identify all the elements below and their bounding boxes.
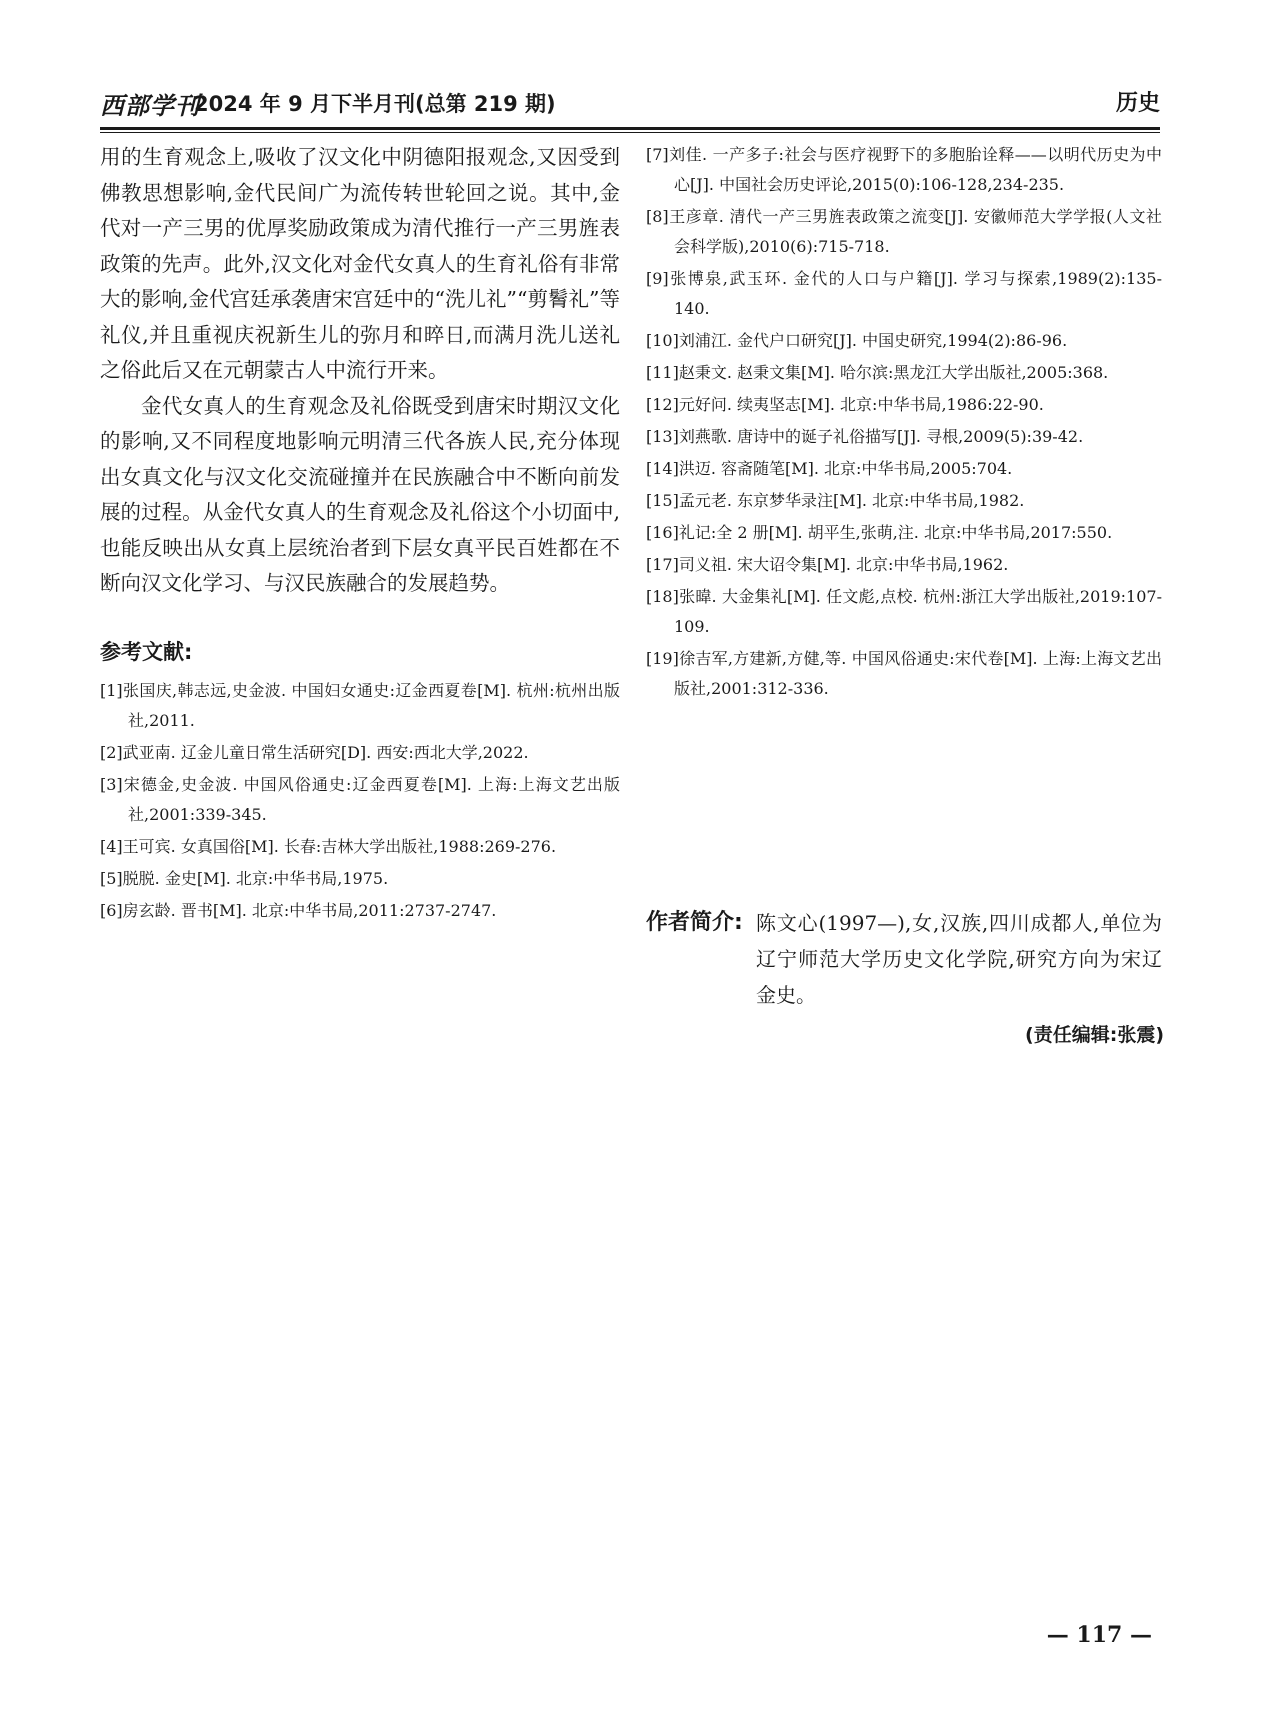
reference-item: [12]元好问. 续夷坚志[M]. 北京:中华书局,1986:22-90. — [646, 395, 1044, 414]
body-paragraph-1: 用的生育观念上,吸收了汉文化中阴德阳报观念,又因受到佛教思想影响,金代民间广为流传转世轮回之说。其中,金代对一产三男的优厚奖励政策成为清代推行一产三男旌表政策的先声。此外,汉文化对金代女真人的生育礼俗有非常大的影响,金代宫廷承袭唐宋宫廷中的“洗儿礼”“剪鬌礼”等礼仪,并且重视庆祝新生儿的弥月和晬日,而满月洗儿送礼之俗此后又在元朝蒙古人中流行开来。 — [100, 145, 620, 382]
header-rule — [100, 127, 1160, 130]
reference-item: [5]脱脱. 金史[M]. 北京:中华书局,1975. — [100, 868, 389, 888]
responsible-editor: (责任编辑:张震) — [1025, 1024, 1164, 1046]
header-rule-thin — [100, 132, 1160, 133]
reference-item: [16]礼记:全 2 册[M]. 胡平生,张萌,注. 北京:中华书局,2017:550. — [646, 523, 1113, 542]
reference-item: [10]刘浦江. 金代户口研究[J]. 中国史研究,1994(2):86-96. — [646, 331, 1068, 350]
author-bio-label: 作者简介: — [646, 910, 743, 935]
references-heading: 参考文献: — [100, 639, 193, 664]
reference-item: [15]孟元老. 东京梦华录注[M]. 北京:中华书局,1982. — [646, 491, 1025, 510]
reference-item: [18]张暐. 大金集礼[M]. 任文彪,点校. 杭州:浙江大学出版社,2019:107-109. — [646, 587, 1162, 636]
reference-item: [14]洪迈. 容斋随笔[M]. 北京:中华书局,2005:704. — [646, 459, 1013, 478]
running-header — [100, 84, 1160, 124]
reference-item: [11]赵秉文. 赵秉文集[M]. 哈尔滨:黑龙江大学出版社,2005:368. — [646, 363, 1109, 382]
left-column — [100, 140, 620, 926]
reference-item: [3]宋德金,史金波. 中国风俗通史:辽金西夏卷[M]. 上海:上海文艺出版社,2001:339-345. — [100, 774, 620, 824]
reference-item: [17]司义祖. 宋大诏令集[M]. 北京:中华书局,1962. — [646, 555, 1009, 574]
page-number: — 117 — — [1046, 1622, 1152, 1648]
reference-item: [1]张国庆,韩志远,史金波. 中国妇女通史:辽金西夏卷[M]. 杭州:杭州出版社,2011. — [100, 680, 620, 730]
issue-info: 2024 年 9 月下半月刊(总第 219 期) — [194, 92, 556, 116]
reference-item: [9]张博泉,武玉环. 金代的人口与户籍[J]. 学习与探索,1989(2):135-140. — [646, 269, 1162, 318]
reference-item: [6]房玄龄. 晋书[M]. 北京:中华书局,2011:2737-2747. — [100, 900, 497, 920]
reference-item: [4]王可宾. 女真国俗[M]. 长春:吉林大学出版社,1988:269-276. — [100, 836, 557, 856]
section-label: 历史 — [1115, 91, 1160, 116]
reference-item: [19]徐吉军,方建新,方健,等. 中国风俗通史:宋代卷[M]. 上海:上海文艺出版社,2001:312-336. — [646, 649, 1162, 698]
body-paragraph-2: 金代女真人的生育观念及礼俗既受到唐宋时期汉文化的影响,又不同程度地影响元明清三代各族人民,充分体现出女真文化与汉文化交流碰撞并在民族融合中不断向前发展的过程。从金代女真人的生育观念及礼俗这个小切面中,也能反映出从女真上层统治者到下层女真平民百姓都在不断向汉文化学习、与汉民族融合的发展趋势。 — [100, 393, 620, 595]
author-bio-text: 陈文心(1997—),女,汉族,四川成都人,单位为辽宁师范大学历史文化学院,研究方向为宋辽金史。 — [756, 911, 1162, 1007]
reference-item: [8]王彦章. 清代一产三男旌表政策之流变[J]. 安徽师范大学学报(人文社会科学版),2010(6):715-718. — [646, 207, 1162, 256]
right-column — [646, 140, 1162, 704]
reference-item: [2]武亚南. 辽金儿童日常生活研究[D]. 西安:西北大学,2022. — [100, 742, 529, 762]
reference-item: [13]刘燕歌. 唐诗中的诞子礼俗描写[J]. 寻根,2009(5):39-42. — [646, 427, 1084, 446]
reference-item: [7]刘佳. 一产多子:社会与医疗视野下的多胞胎诠释——以明代历史为中心[J]. 中国社会历史评论,2015(0):106-128,234-235. — [646, 145, 1162, 194]
journal-masthead: 西部学刊 — [100, 91, 200, 120]
